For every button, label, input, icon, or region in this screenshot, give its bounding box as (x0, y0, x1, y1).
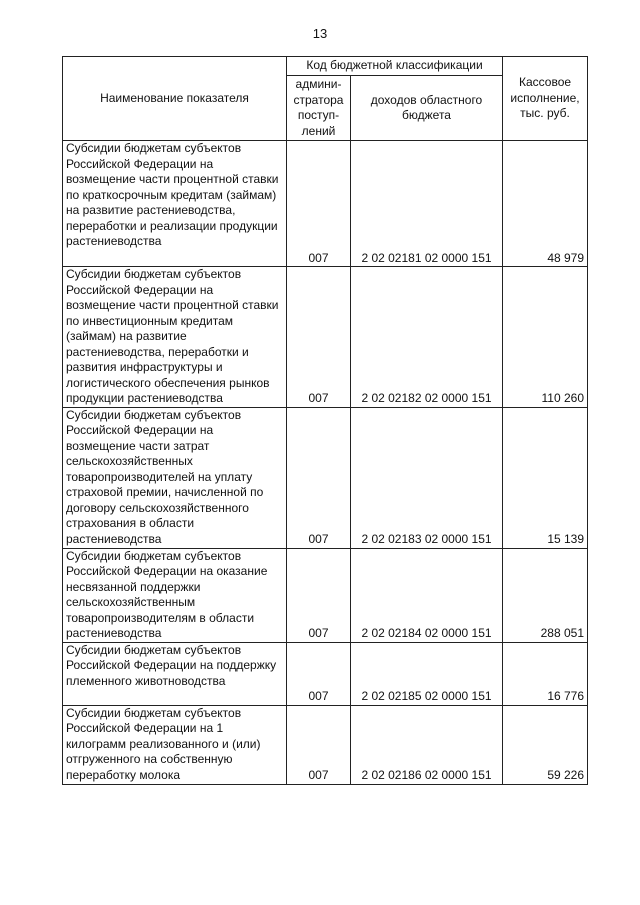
row-name: Субсидии бюджетам субъектов Российской Федерации на возмещение части затрат сельскохозяйственных товаропроизводителей на уплату страховой премии, начисленной по договору сельскохозяйственного страхования в области растениеводства (63, 407, 287, 548)
row-name: Субсидии бюджетам субъектов Российской Федерации на 1 килограмм реализованного и (или) отгруженного на собственную переработку молока (63, 705, 287, 784)
table-row (63, 141, 588, 267)
header-classification-code: Код бюджетной классификации (287, 57, 503, 76)
row-amount: 59 226 (503, 705, 588, 784)
table-row (63, 705, 588, 784)
row-income-code: 2 02 02186 02 0000 151 (351, 705, 503, 784)
row-amount: 110 260 (503, 267, 588, 408)
table-row (63, 642, 588, 705)
header-income-code: доходов областного бюджета (351, 76, 503, 141)
row-amount: 48 979 (503, 141, 588, 267)
row-income-code: 2 02 02181 02 0000 151 (351, 141, 503, 267)
budget-table (62, 56, 588, 785)
row-admin-code: 007 (287, 267, 351, 408)
table-row (63, 407, 588, 548)
row-name: Субсидии бюджетам субъектов Российской Федерации на поддержку племенного животноводства (63, 642, 287, 705)
row-name: Субсидии бюджетам субъектов Российской Федерации на возмещение части процентной ставки по краткосрочным кредитам (займам) на развитие растениеводства, переработки и реализации продукции растениеводства (63, 141, 287, 267)
row-admin-code: 007 (287, 548, 351, 642)
row-amount: 16 776 (503, 642, 588, 705)
row-admin-code: 007 (287, 642, 351, 705)
row-admin-code: 007 (287, 141, 351, 267)
row-amount: 288 051 (503, 548, 588, 642)
row-income-code: 2 02 02182 02 0000 151 (351, 267, 503, 408)
row-admin-code: 007 (287, 407, 351, 548)
row-name: Субсидии бюджетам субъектов Российской Федерации на возмещение части процентной ставки по инвестиционным кредитам (займам) на развитие растениеводства, переработки и развития инфраструктуры и логистического обеспечения рынков продукции растениеводства (63, 267, 287, 408)
header-cash-execution: Кассовое исполнение, тыс. руб. (503, 57, 588, 141)
row-income-code: 2 02 02183 02 0000 151 (351, 407, 503, 548)
row-income-code: 2 02 02184 02 0000 151 (351, 548, 503, 642)
header-administrator: админи-стратора поступ-лений (287, 76, 351, 141)
row-amount: 15 139 (503, 407, 588, 548)
table-row (63, 548, 588, 642)
row-name: Субсидии бюджетам субъектов Российской Федерации на оказание несвязанной поддержки сельскохозяйственным товаропроизводителям в области растениеводства (63, 548, 287, 642)
header-name: Наименование показателя (63, 57, 287, 141)
row-admin-code: 007 (287, 705, 351, 784)
row-income-code: 2 02 02185 02 0000 151 (351, 642, 503, 705)
page-number: 13 (312, 26, 328, 41)
table-row (63, 267, 588, 408)
